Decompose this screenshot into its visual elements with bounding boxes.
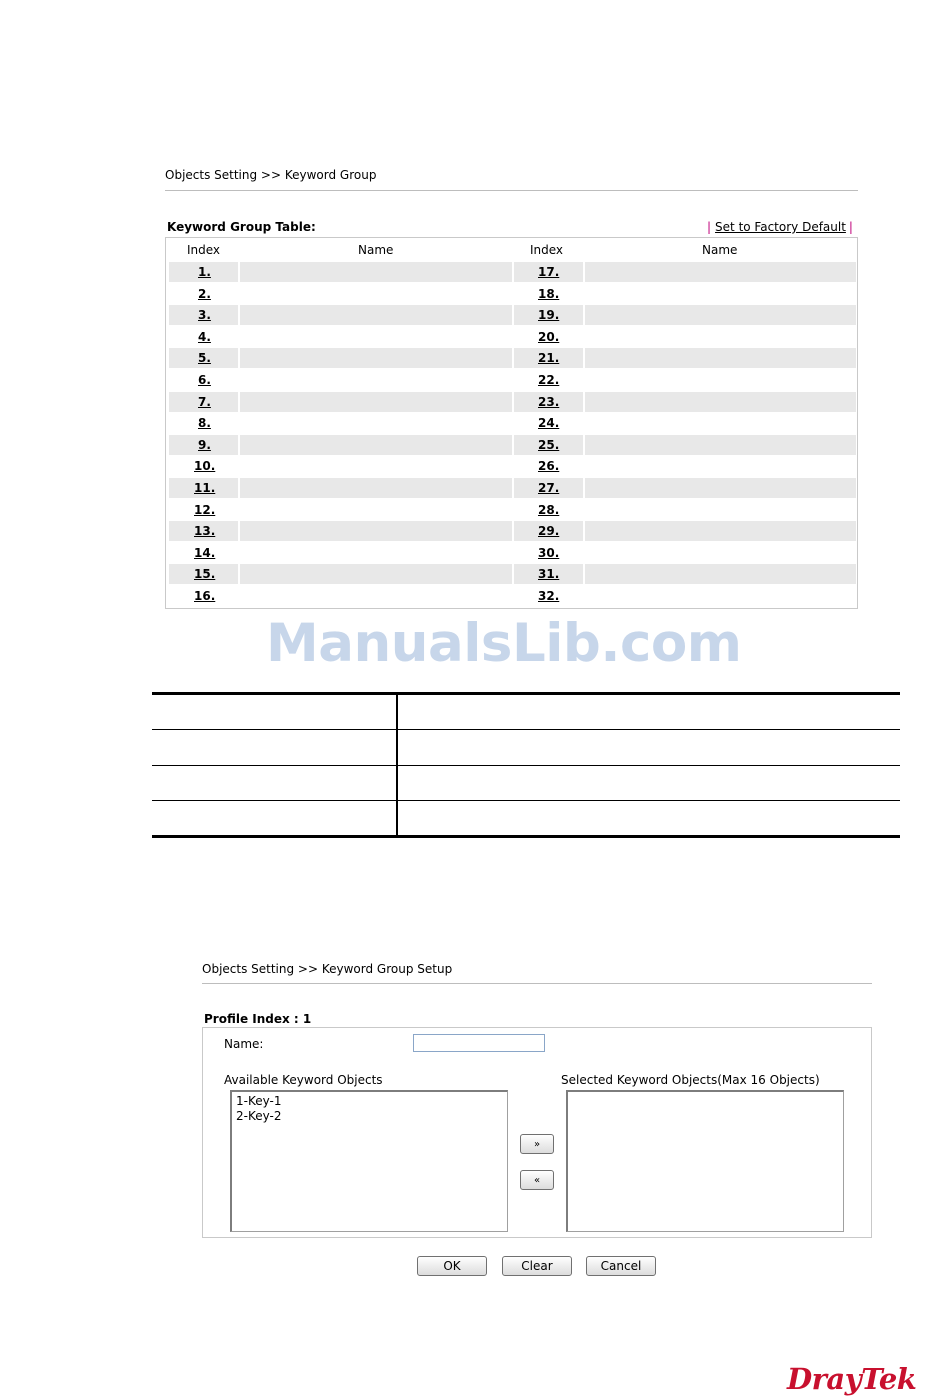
list-item[interactable]: 1-Key-1 <box>236 1094 282 1108</box>
profile-index-link[interactable]: 4. <box>198 329 211 344</box>
name-cell-right <box>585 327 856 347</box>
breadcrumb-divider <box>165 190 858 191</box>
profile-index-link[interactable]: 30. <box>538 545 560 560</box>
name-cell-right <box>585 478 856 498</box>
profile-index-link[interactable]: 7. <box>198 394 211 409</box>
separator-left: | <box>707 220 712 234</box>
name-cell-right <box>585 586 856 606</box>
profile-index-link[interactable]: 19. <box>538 308 560 323</box>
table-row <box>169 500 856 520</box>
profile-index-link[interactable]: 10. <box>194 459 216 474</box>
separator-right: | <box>848 220 853 234</box>
profile-index-link[interactable]: 20. <box>538 329 560 344</box>
table-row-rule <box>152 765 900 766</box>
profile-index-link[interactable]: 28. <box>538 502 560 517</box>
profile-index-link[interactable]: 15. <box>194 567 216 582</box>
name-cell-left <box>240 456 512 476</box>
profile-index-link[interactable]: 29. <box>538 524 560 539</box>
name-cell-right <box>585 456 856 476</box>
table-row-rule <box>152 800 900 801</box>
table-top-rule <box>152 692 900 695</box>
header-name-right: Name <box>702 243 738 257</box>
table-row <box>169 262 856 282</box>
ok-button[interactable]: OK <box>417 1256 487 1276</box>
clear-button[interactable]: Clear <box>502 1256 572 1276</box>
table-row <box>169 305 856 325</box>
name-cell-left <box>240 564 512 584</box>
table-row <box>169 284 856 304</box>
profile-index-link[interactable]: 17. <box>538 265 560 279</box>
table-row <box>169 521 856 541</box>
profile-index-link[interactable]: 12. <box>194 502 216 517</box>
header-index-left: Index <box>187 243 221 257</box>
table-row <box>169 478 856 498</box>
profile-index-link[interactable]: 31. <box>538 567 560 582</box>
table-row <box>169 370 856 390</box>
table-column-rule <box>396 692 398 838</box>
profile-index-link[interactable]: 3. <box>198 308 211 323</box>
name-cell-left <box>240 305 512 325</box>
name-cell-left <box>240 284 512 304</box>
profile-index-link[interactable]: 14. <box>194 545 216 560</box>
table-caption: Keyword Group Table: <box>167 220 316 234</box>
table-row <box>169 392 856 412</box>
profile-index-link[interactable]: 8. <box>198 416 211 431</box>
profile-index-label: Profile Index : 1 <box>204 1012 312 1026</box>
table-row <box>169 413 856 433</box>
profile-index-link[interactable]: 21. <box>538 351 560 366</box>
profile-index-link[interactable]: 1. <box>198 265 211 279</box>
name-cell-left <box>240 435 512 455</box>
set-to-factory-default-link[interactable]: Set to Factory Default <box>715 220 846 234</box>
profile-index-link[interactable]: 13. <box>194 524 216 539</box>
setup-breadcrumb: Objects Setting >> Keyword Group Setup <box>202 962 453 976</box>
name-cell-left <box>240 413 512 433</box>
header-name-left: Name <box>358 243 394 257</box>
name-cell-right <box>585 370 856 390</box>
table-row-rule <box>152 729 900 730</box>
setup-breadcrumb-divider <box>202 983 872 984</box>
manual-description-table <box>152 692 900 838</box>
table-row <box>169 586 856 606</box>
watermark: ManualsLib.com <box>266 613 742 674</box>
name-cell-right <box>585 543 856 563</box>
profile-index-link[interactable]: 2. <box>198 286 211 301</box>
name-cell-right <box>585 435 856 455</box>
table-row <box>169 456 856 476</box>
table-row <box>169 327 856 347</box>
list-item[interactable]: 2-Key-2 <box>236 1109 282 1123</box>
name-cell-right <box>585 284 856 304</box>
name-cell-left <box>240 586 512 606</box>
name-cell-left <box>240 521 512 541</box>
profile-index-link[interactable]: 24. <box>538 416 560 431</box>
add-object-button[interactable]: » <box>520 1134 554 1154</box>
name-cell-right <box>585 500 856 520</box>
name-cell-left <box>240 478 512 498</box>
remove-object-button[interactable]: « <box>520 1170 554 1190</box>
available-objects-listbox[interactable] <box>230 1090 508 1232</box>
keyword-group-table <box>165 237 858 609</box>
profile-index-link[interactable]: 6. <box>198 373 211 387</box>
table-row <box>169 564 856 584</box>
draytek-logo: DrayTek <box>787 1362 917 1396</box>
name-cell-left <box>240 370 512 390</box>
profile-index-link[interactable]: 22. <box>538 373 560 387</box>
keyword-group-setup-panel <box>202 1027 872 1238</box>
profile-index-link[interactable]: 9. <box>198 437 211 452</box>
selected-objects-label: Selected Keyword Objects(Max 16 Objects) <box>561 1073 820 1087</box>
name-input[interactable] <box>413 1034 545 1052</box>
factory-default-area <box>707 220 853 234</box>
table-row <box>169 435 856 455</box>
name-cell-right <box>585 262 856 282</box>
profile-index-link[interactable]: 25. <box>538 437 560 452</box>
name-cell-left <box>240 262 512 282</box>
name-cell-left <box>240 327 512 347</box>
name-cell-right <box>585 521 856 541</box>
selected-objects-listbox[interactable] <box>566 1090 844 1232</box>
name-cell-left <box>240 392 512 412</box>
table-bottom-rule <box>152 835 900 838</box>
name-cell-right <box>585 348 856 368</box>
page-breadcrumb: Objects Setting >> Keyword Group <box>165 168 377 182</box>
name-cell-right <box>585 305 856 325</box>
table-row <box>169 348 856 368</box>
profile-index-link[interactable]: 26. <box>538 459 560 474</box>
name-label: Name: <box>224 1037 264 1051</box>
profile-index-link[interactable]: 27. <box>538 481 560 495</box>
name-cell-left <box>240 500 512 520</box>
available-objects-label: Available Keyword Objects <box>224 1073 383 1087</box>
profile-index-link[interactable]: 11. <box>194 481 216 495</box>
name-cell-right <box>585 564 856 584</box>
name-cell-right <box>585 413 856 433</box>
name-cell-right <box>585 392 856 412</box>
profile-index-link[interactable]: 23. <box>538 394 560 409</box>
name-cell-left <box>240 543 512 563</box>
header-index-right: Index <box>530 243 564 257</box>
cancel-button[interactable]: Cancel <box>586 1256 656 1276</box>
profile-index-link[interactable]: 32. <box>538 589 560 603</box>
profile-index-link[interactable]: 18. <box>538 286 560 301</box>
profile-index-link[interactable]: 5. <box>198 351 211 366</box>
name-cell-left <box>240 348 512 368</box>
table-row <box>169 543 856 563</box>
profile-index-link[interactable]: 16. <box>194 589 216 603</box>
